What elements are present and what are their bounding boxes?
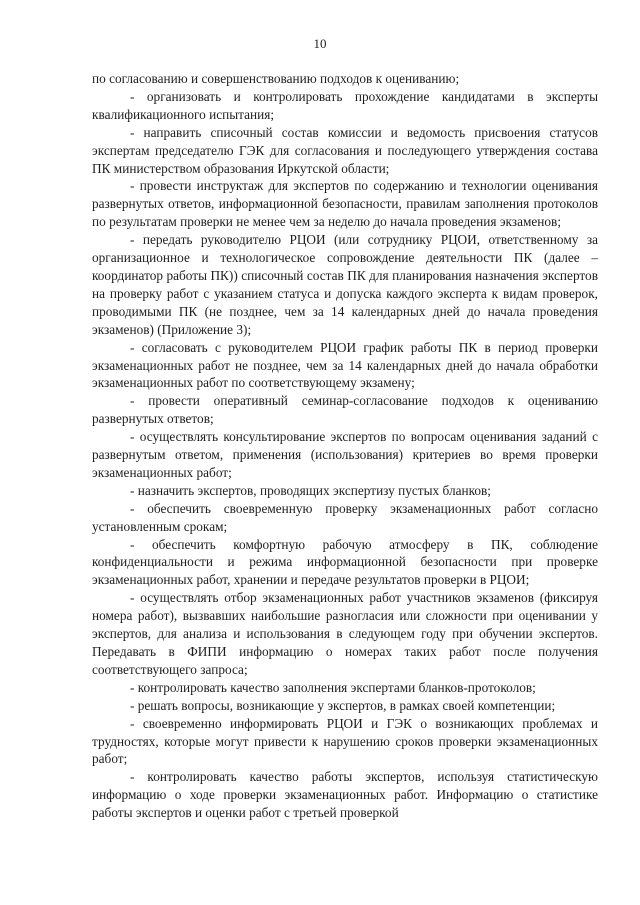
list-item: - решать вопросы, возникающие у экспертов, в рамках своей компетенции; bbox=[130, 697, 556, 713]
list-item: - контролировать качество заполнения экспертами бланков-протоколов; bbox=[130, 679, 536, 695]
list-item: - контролировать качество работы экспертов, используя статистическую информацию о ходе проверки экзаменационных работ. Информацию о статистике работы экспертов и оценки работ с третьей проверкой bbox=[92, 769, 598, 821]
list-item: - обеспечить комфортную рабочую атмосферу в ПК, соблюдение конфиденциальности и режима информационной безопасности при проверке экзаменационных работ, хранении и передаче результатов проверки в РЦОИ; bbox=[92, 536, 598, 588]
list-item: - провести инструктаж для экспертов по содержанию и технологии оценивания развернутых ответов, информационной безопасности, правилам заполнения протоколов по результатам проверки не менее чем за неделю до начала проведения экзаменов; bbox=[92, 178, 598, 230]
list-item: - провести оперативный семинар-согласование подходов к оцениванию развернутых ответов; bbox=[92, 393, 598, 427]
list-item: - согласовать с руководителем РЦОИ график работы ПК в период проверки экзаменационных работ не позднее, чем за 14 календарных дней до начала обработки экзаменационных работ по соответствующему экзамену; bbox=[92, 339, 598, 391]
document-body bbox=[92, 70, 598, 822]
paragraph-continuation: по согласованию и совершенствованию подходов к оцениванию; bbox=[92, 71, 460, 86]
list-item: - назначить экспертов, проводящих экспертизу пустых бланков; bbox=[130, 482, 492, 498]
list-item: - направить списочный состав комиссии и ведомость присвоения статусов экспертам председателю ГЭК для согласования и последующего утверждения состава ПК министерством образования Иркутской области; bbox=[92, 124, 598, 176]
list-item: - передать руководителю РЦОИ (или сотруднику РЦОИ, ответственному за организационное и технологическое сопровождение деятельности ПК (далее – координатор работы ПК)) списочный состав ПК для планирования назначения экспертов на проверку работ с указанием статуса и допуска каждого эксперта к видам проверок, проводимыми ПК (не позднее, чем за 14 календарных дней до начала проведения экзаменов) (Приложение 3); bbox=[92, 232, 598, 337]
list-item: - осуществлять консультирование экспертов по вопросам оценивания заданий с развернутым ответом, применения (использования) критериев во время проверки экзаменационных работ; bbox=[92, 429, 598, 480]
list-item: - осуществлять отбор экзаменационных работ участников экзаменов (фиксируя номера работ), вызвавших наибольшие разногласия или сложности при оценивании у экспертов, для анализа и использования в следующем году при обучении экспертов. Передавать в ФИПИ информацию о номерах таких работ после получения соответствующего запроса; bbox=[92, 590, 598, 677]
list-item: - обеспечить своевременную проверку экзаменационных работ согласно установленным срокам; bbox=[92, 500, 598, 534]
list-item: - организовать и контролировать прохождение кандидатами в эксперты квалификационного испытания; bbox=[92, 88, 598, 122]
page-number: 10 bbox=[313, 36, 327, 51]
list-item: - своевременно информировать РЦОИ и ГЭК о возникающих проблемах и трудностях, которые могут привести к нарушению сроков проверки экзаменационных работ; bbox=[92, 715, 598, 767]
